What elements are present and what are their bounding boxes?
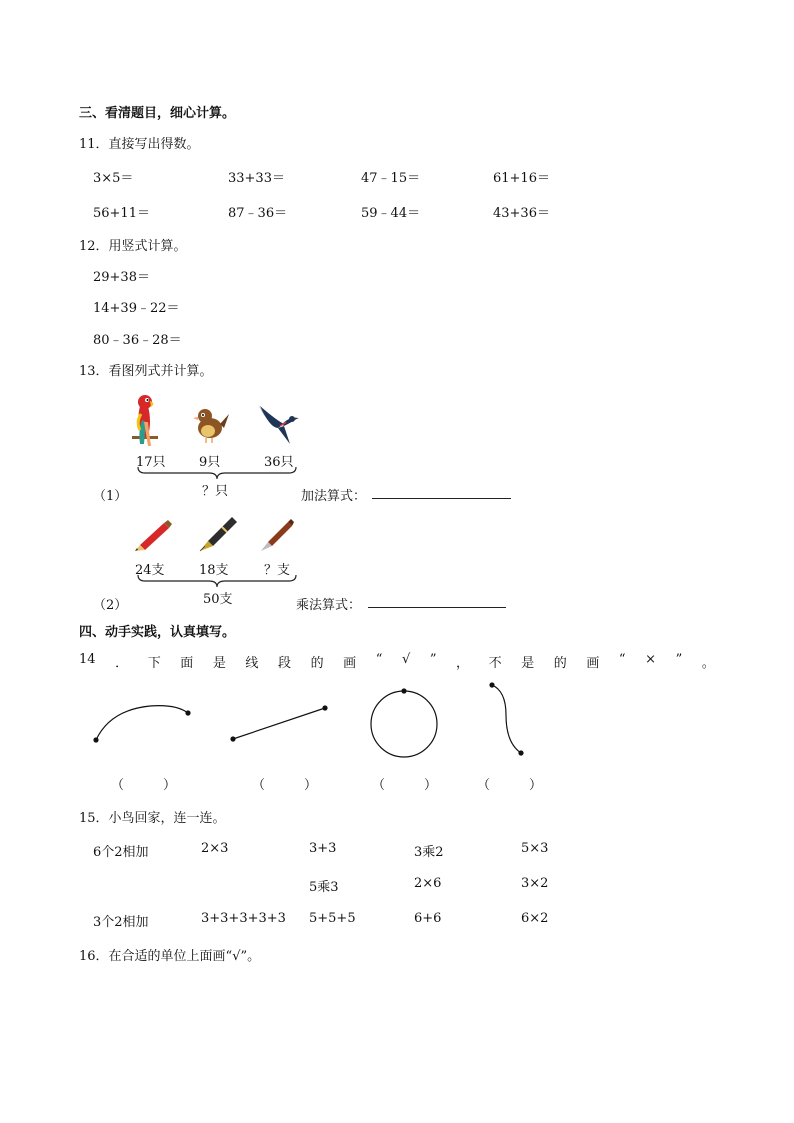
- q14-char: 的: [310, 656, 324, 671]
- q11-r1-c3: 47﹣15＝: [361, 171, 421, 186]
- q14-char: 画: [586, 656, 600, 671]
- answer-slot-1[interactable]: （ ）: [111, 778, 177, 793]
- q11-title: 11．直接写出得数。: [79, 137, 200, 152]
- fountain-pen-icon: [194, 513, 238, 553]
- q15-r3-c5[interactable]: 6×2: [521, 911, 549, 926]
- q15-r1-c4[interactable]: 3乘2: [414, 845, 444, 860]
- curve-figure: [90, 700, 194, 746]
- q14-char: 。: [701, 656, 715, 671]
- q15-r3-c4[interactable]: 6+6: [414, 911, 442, 926]
- q14-char: ．: [115, 656, 129, 671]
- q14-char: 画: [343, 656, 357, 671]
- answer-slot-4[interactable]: （ ）: [477, 778, 543, 793]
- part2-number: （2）: [93, 598, 128, 613]
- q14-char: ，: [456, 656, 470, 671]
- sparrow-icon: [192, 404, 230, 444]
- q14-char: 的: [553, 656, 567, 671]
- q15-r1-c5[interactable]: 5×3: [521, 841, 549, 856]
- brace-part1: [137, 466, 297, 480]
- parrot-count: 17只: [136, 455, 166, 470]
- q11-r2-c1: 56+11＝: [93, 206, 150, 221]
- line-segment-figure: [228, 703, 330, 743]
- section-3-title: 三、看清题目，细心计算。: [79, 106, 236, 121]
- q14-char: 下: [147, 656, 161, 671]
- brace-label-part1: ？只: [202, 484, 229, 499]
- q14-char: “: [375, 652, 383, 667]
- red-pencil-icon: [132, 519, 172, 551]
- swallow-icon: [254, 402, 300, 446]
- q14-char: 14: [79, 652, 96, 667]
- q11-r2-c4: 43+36＝: [493, 206, 550, 221]
- q11-r1-c2: 33+33＝: [228, 171, 285, 186]
- q14-char: 线: [245, 656, 259, 671]
- q14-char: 段: [278, 656, 292, 671]
- swallow-count: 36只: [264, 455, 294, 470]
- q14-char: 是: [212, 656, 226, 671]
- q15-title: 15．小鸟回家，连一连。: [79, 811, 226, 826]
- part1-number: （1）: [93, 489, 128, 504]
- dip-pen-count: ？支: [264, 563, 291, 578]
- multiplication-prompt: 乘法算式：: [296, 598, 362, 613]
- q14-char: “: [618, 652, 626, 667]
- q14-char: 是: [521, 656, 535, 671]
- q11-r2-c2: 87﹣36＝: [228, 206, 288, 221]
- sparrow-count: 9只: [199, 455, 221, 470]
- q13-title: 13．看图列式并计算。: [79, 364, 213, 379]
- answer-slot-3[interactable]: （ ）: [372, 778, 438, 793]
- s-curve-figure: [486, 681, 528, 759]
- q14-char: ”: [429, 652, 437, 667]
- q14-char: ”: [675, 652, 683, 667]
- q11-r1-c1: 3×5＝: [93, 171, 134, 186]
- q14-char: 不: [488, 656, 502, 671]
- brace-part2: [137, 574, 297, 588]
- q12-item-1: 29+38＝: [93, 270, 150, 285]
- q15-r2-c3[interactable]: 5乘3: [309, 880, 339, 895]
- multiplication-answer-line[interactable]: [368, 593, 506, 608]
- dip-pen-icon: [258, 518, 294, 552]
- q11-r2-c3: 59﹣44＝: [361, 206, 421, 221]
- q15-r2-c5[interactable]: 3×2: [521, 876, 549, 891]
- answer-slot-2[interactable]: （ ）: [252, 778, 318, 793]
- addition-prompt: 加法算式：: [301, 489, 367, 504]
- pencil-count: 24支: [135, 563, 165, 578]
- q15-r2-c4[interactable]: 2×6: [414, 876, 442, 891]
- section-4-title: 四、动手实践，认真填写。: [79, 625, 236, 640]
- q15-r1-c3[interactable]: 3+3: [309, 841, 337, 856]
- q12-item-3: 80﹣36﹣28＝: [93, 333, 182, 348]
- q16-title: 16．在合适的单位上面画“√”。: [79, 949, 261, 964]
- q15-r3-c2[interactable]: 3+3+3+3+3: [201, 911, 286, 926]
- q15-r1-c1[interactable]: 6个2相加: [93, 845, 149, 860]
- q14-title: [79, 652, 715, 671]
- q15-r1-c2[interactable]: 2×3: [201, 841, 229, 856]
- q12-item-2: 14+39﹣22＝: [93, 301, 180, 316]
- q14-char: √: [401, 652, 411, 667]
- brace-label-part2: 50支: [203, 592, 233, 607]
- q12-title: 12．用竖式计算。: [79, 239, 187, 254]
- q15-r3-c3[interactable]: 5+5+5: [309, 911, 356, 926]
- q15-r3-c1[interactable]: 3个2相加: [93, 915, 149, 930]
- q14-char: 面: [180, 656, 194, 671]
- parrot-icon: [130, 392, 160, 448]
- q11-r1-c4: 61+16＝: [493, 171, 550, 186]
- addition-answer-line[interactable]: [372, 484, 511, 499]
- q14-char: ×: [645, 652, 657, 667]
- circle-figure: [368, 686, 440, 758]
- fountain-pen-count: 18支: [199, 563, 229, 578]
